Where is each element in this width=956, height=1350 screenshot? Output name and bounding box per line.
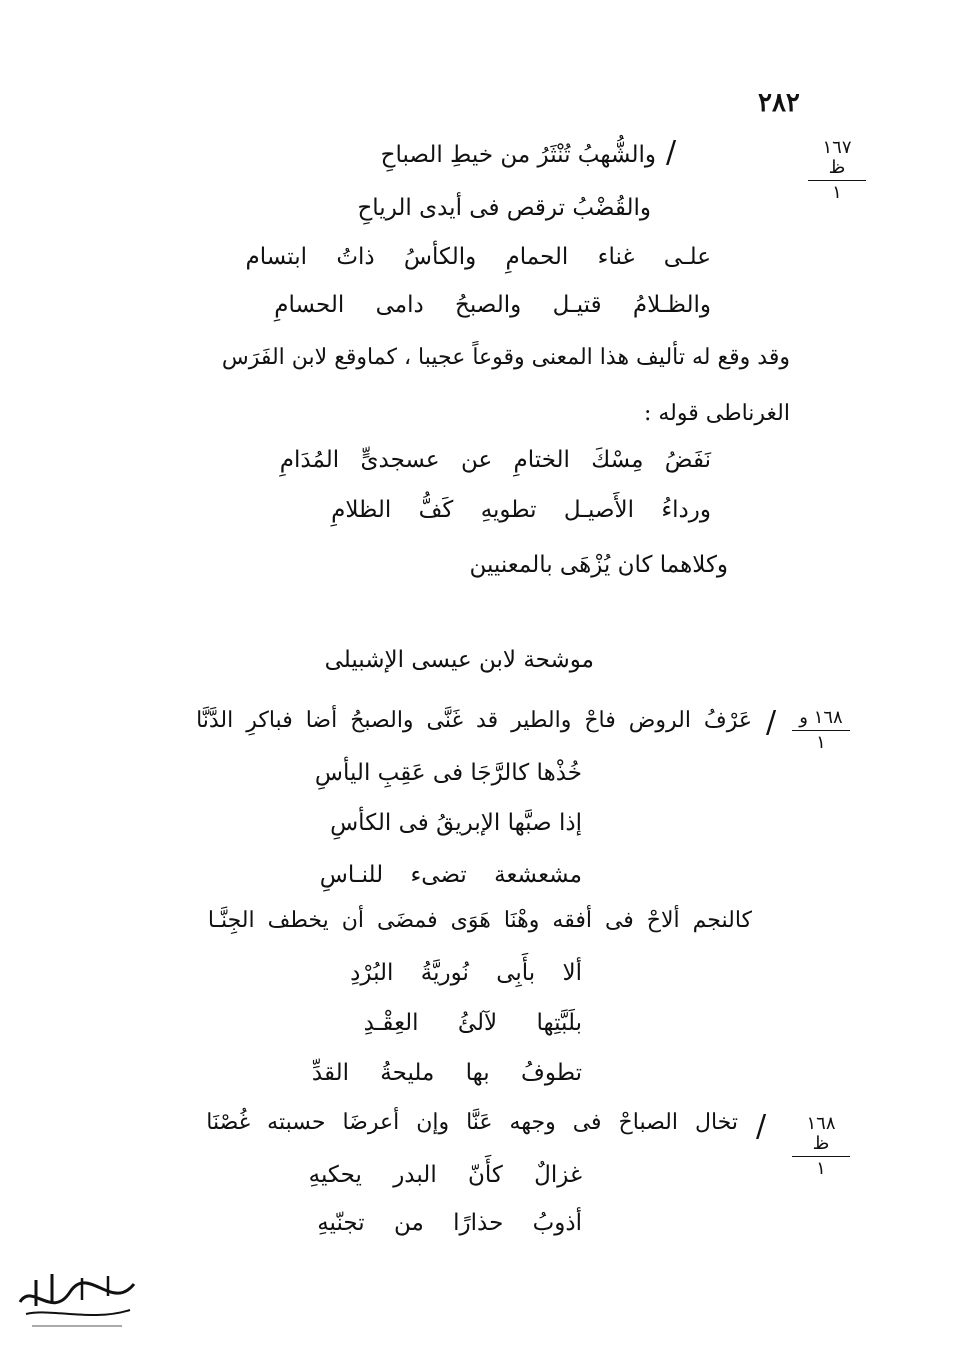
muwashshah-line: خُذْها كالرَّجَا فى عَقِبِ اليأسِ bbox=[314, 760, 582, 786]
muwashshah-line: إذا صبَّها الإبريقُ فى الكأسِ bbox=[330, 810, 582, 836]
verse-line: وكلاهما كان يُزْهَى بالمعنيين bbox=[469, 552, 728, 578]
muwashshah-line: بلَبَّتِها لآلئُ العِقْـدِ bbox=[363, 1010, 582, 1036]
margin-reference-sub: ١ bbox=[816, 1158, 826, 1179]
folio-mark: / bbox=[666, 135, 677, 170]
muwashshah-line: تطوفُ بها مليحةُ القدِّ bbox=[311, 1060, 582, 1086]
muwashshah-line: كالنجم ألاحْ فى أفقه وهْنَا هَوَى فمضَى أن يخطف الجِنَّـا bbox=[207, 908, 752, 933]
folio-mark: / bbox=[756, 1109, 767, 1144]
verse-line: والشُّهبُ تُنْثَرُ من خيطِ الصباحِ bbox=[380, 142, 656, 168]
margin-reference-3 bbox=[792, 1114, 850, 1179]
prose-line: الغرناطى قوله : bbox=[643, 401, 790, 426]
muwashshah-line: تخال الصباحْ فى وجهه عَنَّا وإن أعرضَا حسبته غُصْنَا bbox=[206, 1110, 738, 1135]
margin-reference-sub: ١ bbox=[816, 732, 826, 753]
muwashshah-line: غزالٌ كأَنّ البدر يحكيهِ bbox=[308, 1162, 582, 1188]
page-number: ٢٨٢ bbox=[758, 88, 800, 118]
folio-mark: / bbox=[766, 705, 777, 740]
verse-line: والظـلامُ قتيـل والصبحُ دامى الحسامِ bbox=[274, 292, 711, 318]
verse-line: نَفَضُ مِسْكَ الختامِ عن عسجدىٍّ المُدَامِ bbox=[279, 447, 711, 473]
margin-reference-folio: ١٦٨ و bbox=[792, 708, 850, 731]
verse-line: علـى غناء الحمامِ والكأسُ ذاتُ ابتسام bbox=[245, 244, 711, 270]
prose-line: وقد وقع له تأليف هذا المعنى وقوعاً عجيبا ، كماوقع لابن الفَرَس bbox=[221, 345, 790, 370]
muwashshah-line: أذوبُ حذارًا من تجنّيهِ bbox=[317, 1210, 582, 1236]
margin-reference-sub: ١ bbox=[832, 182, 842, 203]
margin-reference-folio: ١٦٨ ظ bbox=[792, 1114, 850, 1157]
publisher-logo bbox=[12, 1262, 142, 1334]
logo-calligraphy bbox=[12, 1262, 142, 1334]
section-heading: موشحة لابن عيسى الإشبيلى bbox=[324, 647, 594, 673]
muwashshah-line: عَرْفُ الروض فاحْ والطير قد غَنَّى والصبحُ أضا فباكرِ الدَّنَّا bbox=[196, 708, 752, 733]
verse-line: والقُضْبُ ترقص فى أيدى الرياحِ bbox=[357, 195, 651, 221]
margin-reference-1 bbox=[808, 138, 866, 203]
margin-reference-2 bbox=[792, 708, 850, 753]
muwashshah-line: مشعشعة تضىء للنـاسِ bbox=[319, 862, 582, 888]
muwashshah-line: ألا بأَبِى نُوريَّةُ البُرْدِ bbox=[350, 960, 582, 986]
margin-reference-folio: ١٦٧ ظ bbox=[808, 138, 866, 181]
verse-line: ورداءُ الأَصيـل تطويهِ كَفُّ الظلامِ bbox=[331, 497, 711, 523]
